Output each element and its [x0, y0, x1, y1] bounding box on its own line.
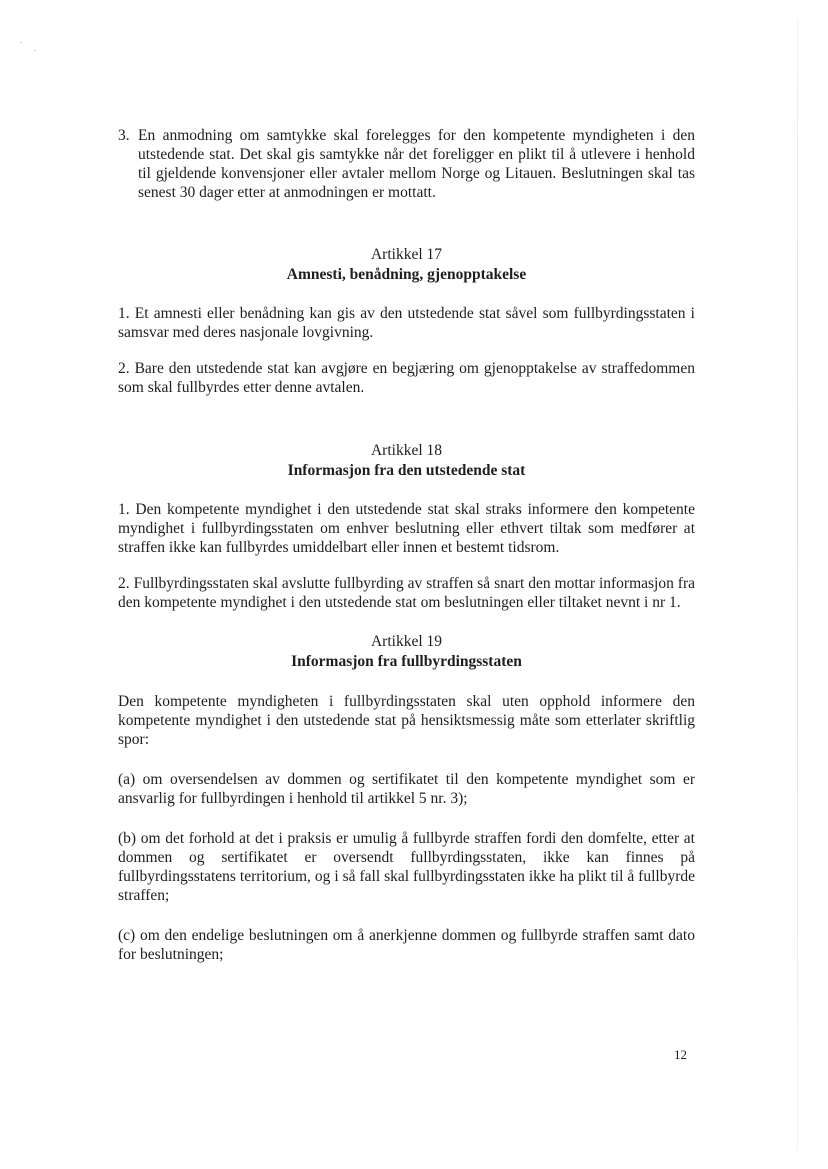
article-17-paragraph-2: 2. Bare den utstedende stat kan avgjøre en begjæring om gjenopptakelse av straffedommen som skal fullbyrdes etter denne avtalen. — [118, 360, 695, 396]
article-19-intro: Den kompetente myndigheten i fullbyrdingsstaten skal uten opphold informere den kompetente myndighet i den utstedende stat på hensiktsmessig måte som etterlater skriftlig spor: — [118, 693, 695, 748]
document-body — [118, 126, 695, 964]
article-18-heading — [118, 441, 695, 481]
article-17-paragraph-1: 1. Et amnesti eller benådning kan gis av den utstedende stat såvel som fullbyrdingsstaten i samsvar med deres nasjonale lovgivning. — [118, 305, 695, 341]
article-17-heading — [118, 245, 695, 285]
article-18-number: Artikkel 18 — [370, 442, 443, 459]
article-17-title: Amnesti, benådning, gjenopptakelse — [286, 266, 527, 283]
article-19-heading — [118, 632, 695, 672]
scan-speck — [34, 50, 36, 51]
article-19-number: Artikkel 19 — [370, 633, 443, 650]
scan-speck — [20, 42, 22, 43]
article-19-title: Informasjon fra fullbyrdingsstaten — [291, 653, 522, 670]
article-19-item-a: (a) om oversendelsen av dommen og sertifikatet til den kompetente myndighet som er ansvarlig for fullbyrdingen i henhold til artikkel 5 nr. 3); — [118, 771, 695, 807]
page-number: 12 — [674, 1047, 687, 1062]
item-3-number: 3. — [118, 127, 130, 144]
article-18-paragraph-2: 2. Fullbyrdingsstaten skal avslutte fullbyrding av straffen så snart den mottar informasjon fra den kompetente myndighet i den utstedende stat om beslutningen eller tiltaket nevnt i nr 1. — [118, 575, 695, 611]
article-19-item-b: (b) om det forhold at det i praksis er umulig å fullbyrde straffen fordi den domfelte, etter at dommen og sertifikatet er oversendt fullbyrdingsstaten, ikke kan finnes på fullbyrdingsstatens territorium, og i så fall skal fullbyrdingsstaten ikke ha plikt til å fullbyrde straffen; — [118, 830, 695, 904]
article-17-number: Artikkel 17 — [370, 246, 443, 263]
article-18-title: Informasjon fra den utstedende stat — [287, 462, 526, 479]
article-19-item-c: (c) om den endelige beslutningen om å anerkjenne dommen og fullbyrde straffen samt dato for beslutningen; — [118, 927, 695, 963]
item-3-text: En anmodning om samtykke skal forelegges for den kompetente myndigheten i den utstedende stat. Det skal gis samtykke når det foreligger en plikt til å utlevere i henhold til gjeldende konvensjoner eller avtaler mellom Norge og Litauen. Beslutningen skal tas senest 30 dager etter at anmodningen er mottatt. — [138, 127, 695, 201]
article-18-paragraph-1: 1. Den kompetente myndighet i den utstedende stat skal straks informere den kompetente myndighet i fullbyrdingsstaten om enhver beslutning eller ethvert tiltak som medfører at straffen ikke kan fullbyrdes umiddelbart eller innen et bestemt tidsrom. — [118, 501, 695, 556]
item-3 — [118, 126, 695, 207]
scan-edge-line — [797, 20, 798, 1150]
